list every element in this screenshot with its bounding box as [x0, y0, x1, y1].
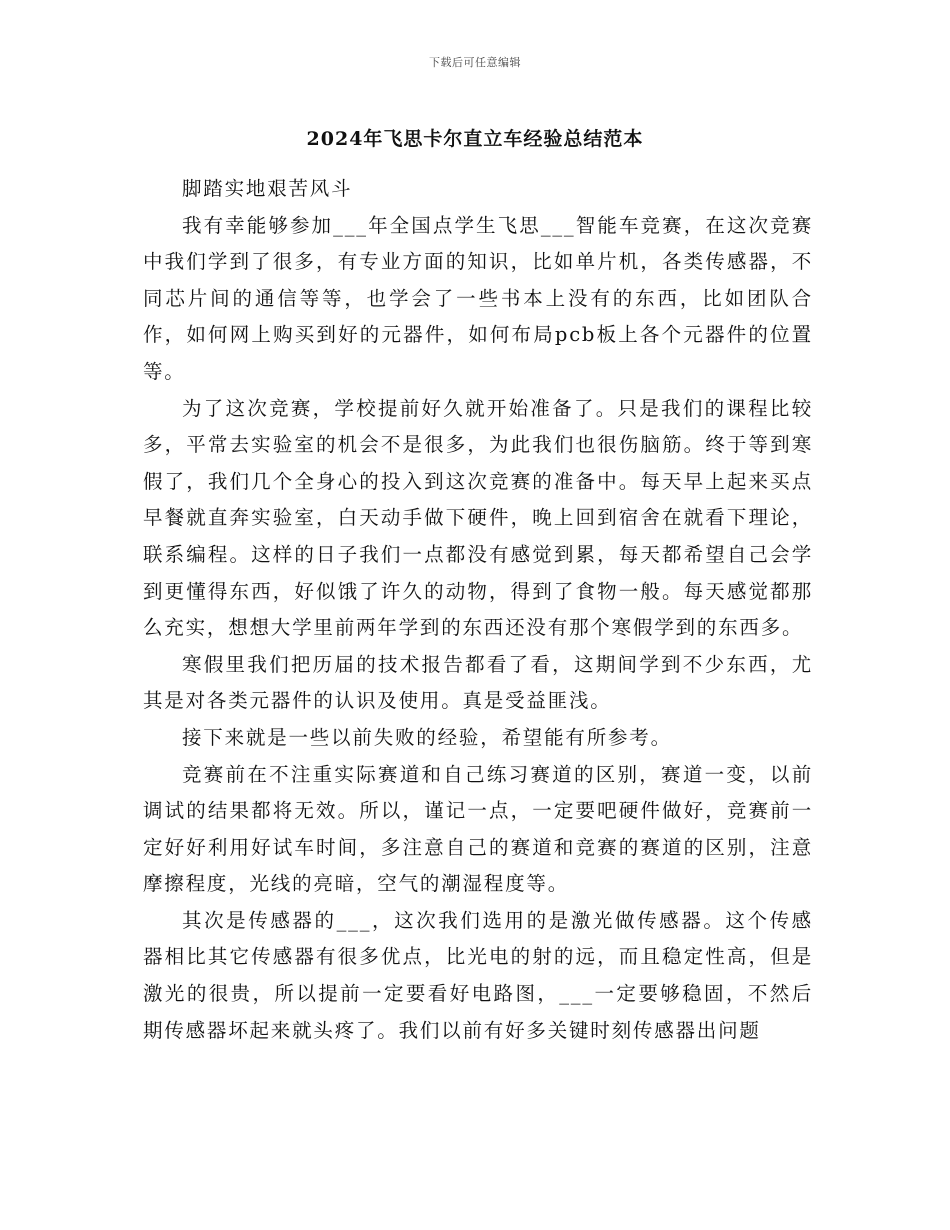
paragraph: 为了这次竞赛，学校提前好久就开始准备了。只是我们的课程比较多，平常去实验室的机会不是很多，为此我们也很伤脑筋。终于等到寒假了，我们几个全身心的投入到这次竞赛的准备中。每天早上起来买点早餐就直奔实验室，白天动手做下硬件，晚上回到宿舍在就看下理论，联系编程。这样的日子我们一点都没有感觉到累，每天都希望自己会学到更懂得东西，好似饿了许久的动物，得到了食物一般。每天感觉都那么充实，想想大学里前两年学到的东西还没有那个寒假学到的东西多。: [143, 396, 813, 640]
paragraph: 竞赛前在不注重实际赛道和自己练习赛道的区别，赛道一变，以前调试的结果都将无效。所以，谨记一点，一定要吧硬件做好，竞赛前一定好好利用好试车时间，多注意自己的赛道和竞赛的赛道的区别，注意摩擦程度，光线的亮暗，空气的潮湿程度等。: [143, 762, 813, 896]
document-title: 2024年飞思卡尔直立车经验总结范本: [306, 128, 644, 150]
paragraph: 其次是传感器的___，这次我们选用的是激光做传感器。这个传感器相比其它传感器有很多优点，比光电的射的远，而且稳定性高，但是激光的很贵，所以提前一定要看好电路图，___一定要够稳固，不然后期传感器坏起来就头疼了。我们以前有好多关键时刻传感器出问题: [143, 908, 813, 1042]
paragraph: 接下来就是一些以前失败的经验，希望能有所参考。: [182, 725, 672, 749]
document-body: [143, 171, 813, 1049]
paragraph: 寒假里我们把历届的技术报告都看了看，这期间学到不少东西，尤其是对各类元器件的认识及使用。真是受益匪浅。: [143, 652, 813, 713]
paragraph: 我有幸能够参加___年全国点学生飞思___智能车竞赛，在这次竞赛中我们学到了很多，有专业方面的知识，比如单片机，各类传感器，不同芯片间的通信等等，也学会了一些书本上没有的东西，比如团队合作，如何网上购买到好的元器件，如何布局pcb板上各个元器件的位置等。: [143, 213, 813, 383]
paragraph-subtitle: 脚踏实地艰苦风斗: [182, 177, 353, 200]
header-note: 下载后可任意编辑: [429, 56, 521, 69]
